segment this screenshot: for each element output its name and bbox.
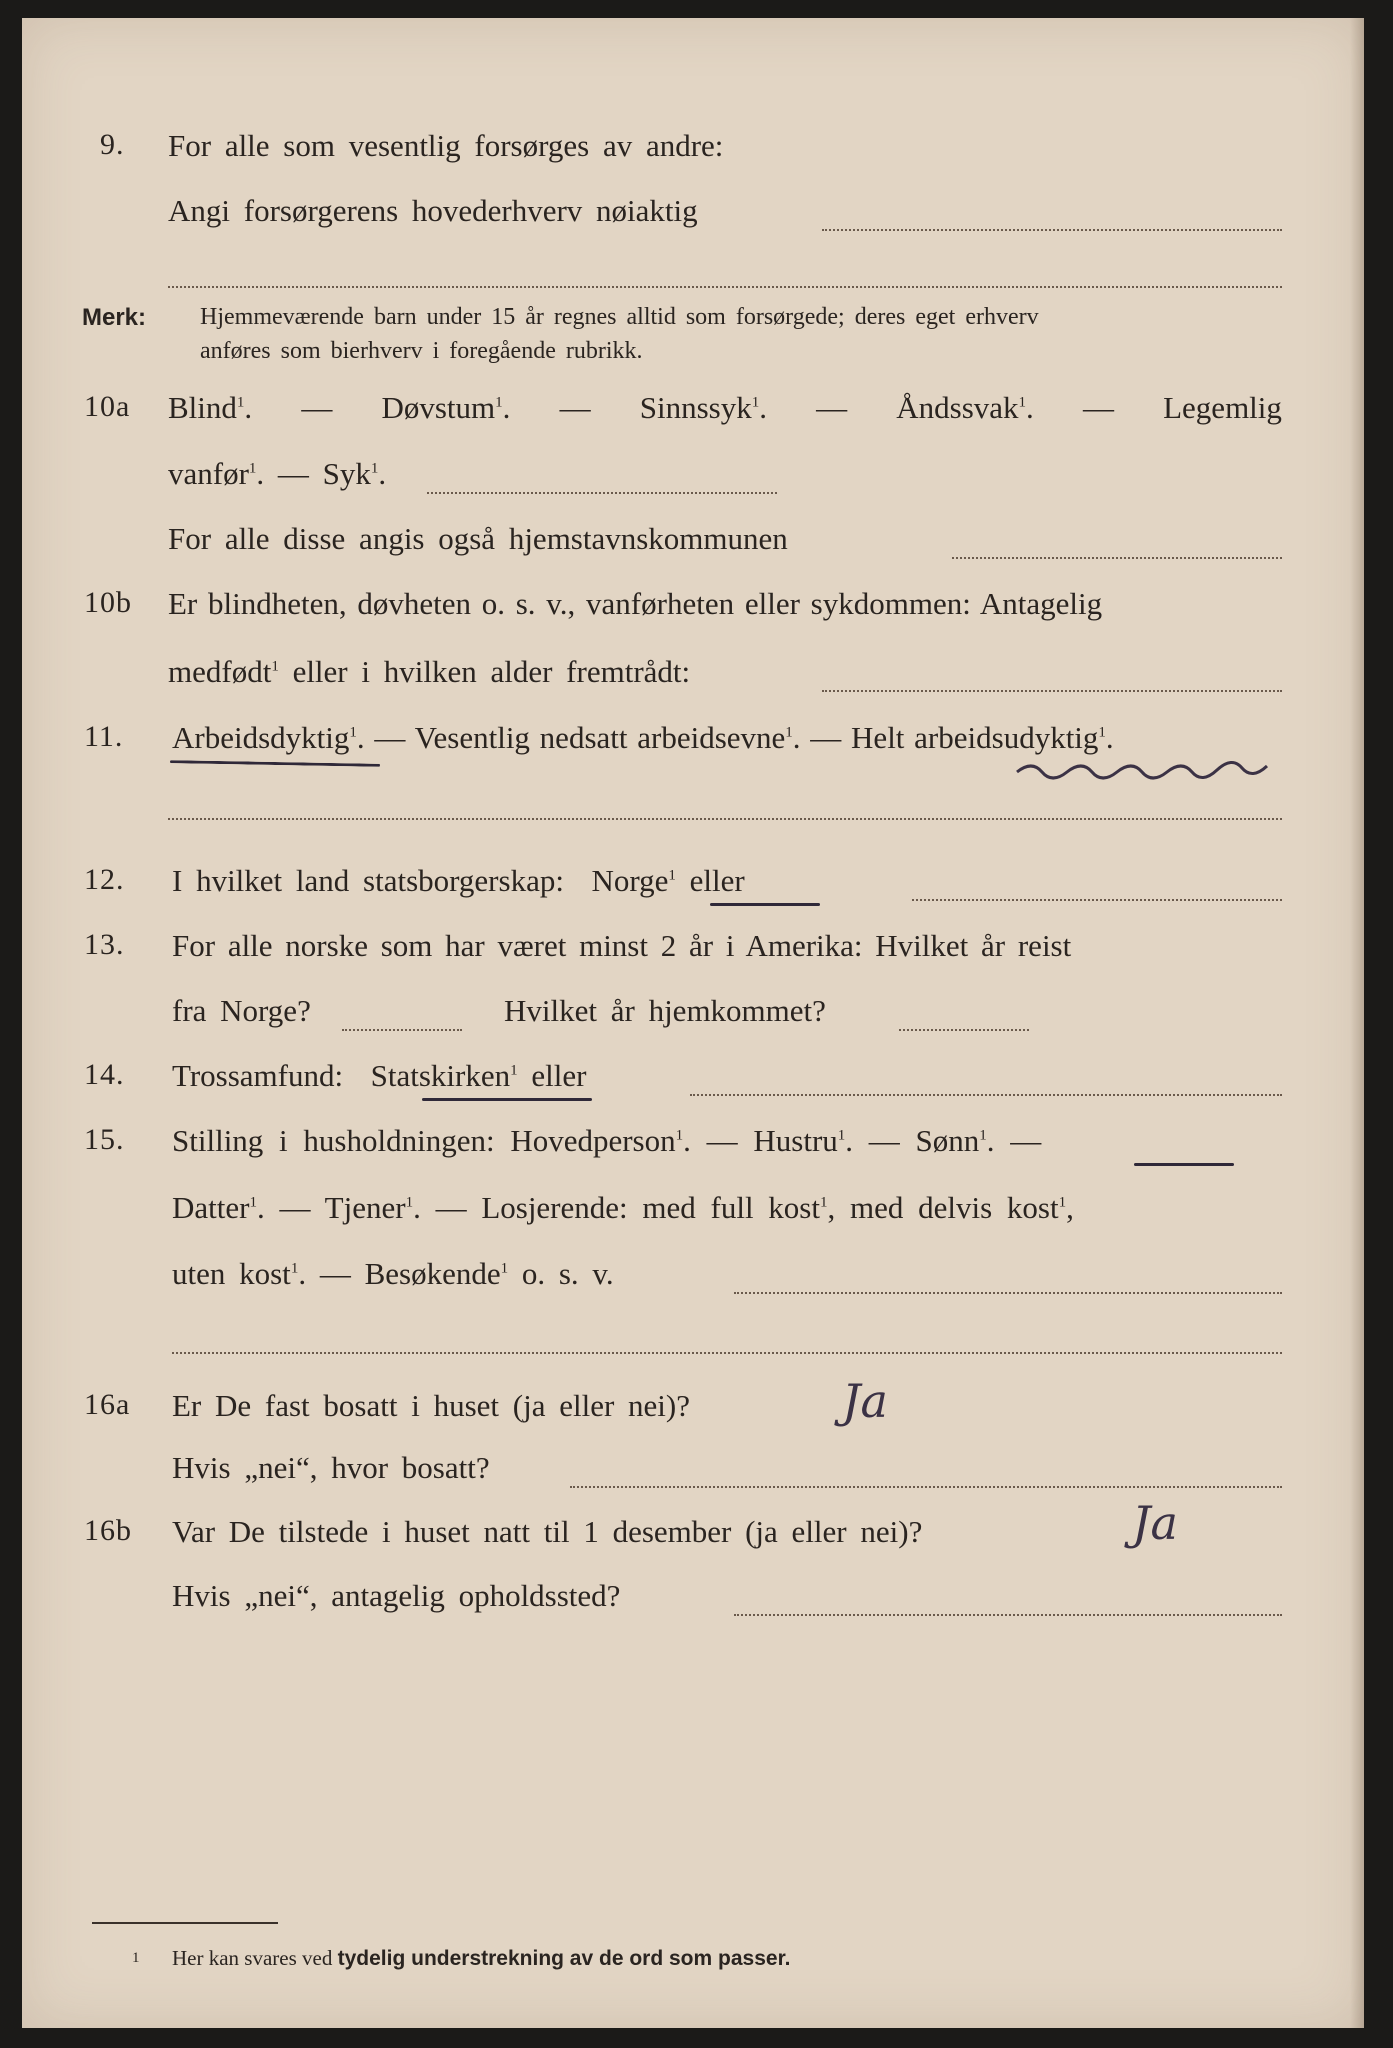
question-options: Arbeidsdyktig$^1$. — Vesentlig nedsatt arbeidsevne$^1$. — Helt arbeidsudyktig$^1$. <box>172 720 1114 755</box>
separator: — <box>559 390 591 425</box>
handwritten-answer: Ja <box>842 1374 888 1428</box>
answer-line <box>690 1094 1282 1096</box>
answer-line <box>172 1352 1282 1354</box>
answer-line <box>342 1029 462 1031</box>
question-10b <box>22 586 1364 636</box>
question-text: Er blindheten, døvheten o. s. v., vanførheten eller sykdommen: Antagelig <box>168 586 1103 621</box>
question-15-line3 <box>22 1256 1364 1306</box>
question-10b-line2 <box>22 654 1364 704</box>
question-options: uten kost$^1$. — Besøkende$^1$ o. s. v. <box>172 1256 614 1291</box>
answer-line <box>912 899 1282 901</box>
note-label: Merk: <box>82 304 147 331</box>
question-13 <box>22 928 1364 978</box>
question-text: Hvis „nei“, antagelig opholdssted? <box>172 1578 621 1613</box>
question-number: 13. <box>84 928 125 961</box>
option-sonn: Sønn <box>915 1123 980 1158</box>
answer-line <box>734 1292 1282 1294</box>
question-9 <box>22 128 1364 178</box>
question-number: 10b <box>84 586 132 619</box>
question-text: fra Norge? <box>172 993 311 1028</box>
option-blind: Blind$^1$. <box>168 390 253 425</box>
question-number: 12. <box>84 863 125 896</box>
separator: — <box>301 390 333 425</box>
crossout-scribble <box>1012 756 1272 782</box>
question-options: Stilling i husholdningen: Hovedperson$^1$. — Hustru$^1$. — Sønn$^1$. — <box>172 1123 1042 1158</box>
question-15-line2 <box>22 1190 1364 1240</box>
question-16a <box>22 1374 1364 1438</box>
answer-line <box>168 286 1282 288</box>
question-text: Var De tilstede i huset natt til 1 desember (ja eller nei)? <box>172 1514 923 1549</box>
underline-mark <box>1134 1163 1234 1166</box>
question-10a-line2 <box>22 456 1364 506</box>
question-text: medfødt$^1$ eller i hvilken alder fremtrådt: <box>168 654 691 689</box>
question-number: 16a <box>84 1388 131 1421</box>
question-number: 14. <box>84 1058 125 1091</box>
answer-line <box>822 229 1282 231</box>
separator: — <box>816 390 848 425</box>
option-sinnssyk: Sinnssyk$^1$. <box>639 390 767 425</box>
option-legemlig: Legemlig <box>1163 390 1282 425</box>
option-arbeidsdyktig: Arbeidsdyktig <box>172 720 350 755</box>
footnote-mark: 1 <box>132 1950 140 1966</box>
underline-mark <box>710 903 820 906</box>
question-9-line2 <box>22 193 1364 243</box>
option-norge: Norge <box>591 863 669 898</box>
question-10a-line3 <box>22 521 1364 571</box>
footnote: Her kan svares ved tydelig understrekning av de ord som passer. <box>172 1946 791 1970</box>
option-dovstum: Døvstum$^1$. <box>381 390 511 425</box>
question-text: For alle disse angis også hjemstavnskommunen <box>168 521 788 556</box>
question-text: Hvis „nei“, hvor bosatt? <box>172 1450 490 1485</box>
question-text: Trossamfund: Statskirken$^1$ eller <box>172 1058 587 1093</box>
question-10a <box>22 390 1364 440</box>
note-text: anføres som bierhverv i foregående rubrikk. <box>200 338 643 364</box>
question-number: 11. <box>84 720 124 753</box>
answer-line <box>168 818 1282 820</box>
question-number: 9. <box>100 128 125 161</box>
answer-line <box>427 492 777 494</box>
question-options <box>168 390 1282 426</box>
answer-line <box>899 1029 1029 1031</box>
question-16b <box>22 1496 1364 1564</box>
question-text: I hvilket land statsborgerskap: Norge$^1$ eller <box>172 863 745 898</box>
answer-line <box>734 1614 1282 1616</box>
question-16a-line2 <box>22 1450 1364 1500</box>
question-12 <box>22 863 1364 913</box>
note-text: Hjemmeværende barn under 15 år regnes alltid som forsørgede; deres eget erhverv <box>200 304 1039 330</box>
question-text: Angi forsørgerens hovederhverv nøiaktig <box>168 193 698 228</box>
option-andssvak: Åndssvak$^1$. <box>896 390 1034 425</box>
answer-line <box>952 557 1282 559</box>
underline-mark <box>422 1098 592 1101</box>
answer-line <box>570 1486 1282 1488</box>
question-text: For alle norske som har været minst 2 år i Amerika: Hvilket år reist <box>172 928 1072 963</box>
question-number: 15. <box>84 1123 125 1156</box>
question-14 <box>22 1058 1364 1108</box>
answer-line <box>822 690 1282 692</box>
footnote-rule <box>92 1922 278 1924</box>
question-text: Er De fast bosatt i huset (ja eller nei)? <box>172 1388 690 1423</box>
question-number: 16b <box>84 1514 132 1547</box>
question-text: Hvilket år hjemkommet? <box>504 993 826 1028</box>
question-16b-line2 <box>22 1578 1364 1628</box>
separator: — <box>1082 390 1114 425</box>
question-text: For alle som vesentlig forsørges av andre: <box>168 128 724 163</box>
option-statskirken: Statskirken <box>370 1058 511 1093</box>
option-vanfor: vanfør$^1$. — Syk$^1$. <box>168 456 387 491</box>
handwritten-answer: Ja <box>1132 1496 1178 1550</box>
question-13-line2 <box>22 993 1364 1043</box>
question-options: Datter$^1$. — Tjener$^1$. — Losjerende: med full kost$^1$, med delvis kost$^1$, <box>172 1190 1074 1225</box>
census-form-page <box>22 18 1364 2028</box>
question-number: 10a <box>84 390 131 423</box>
